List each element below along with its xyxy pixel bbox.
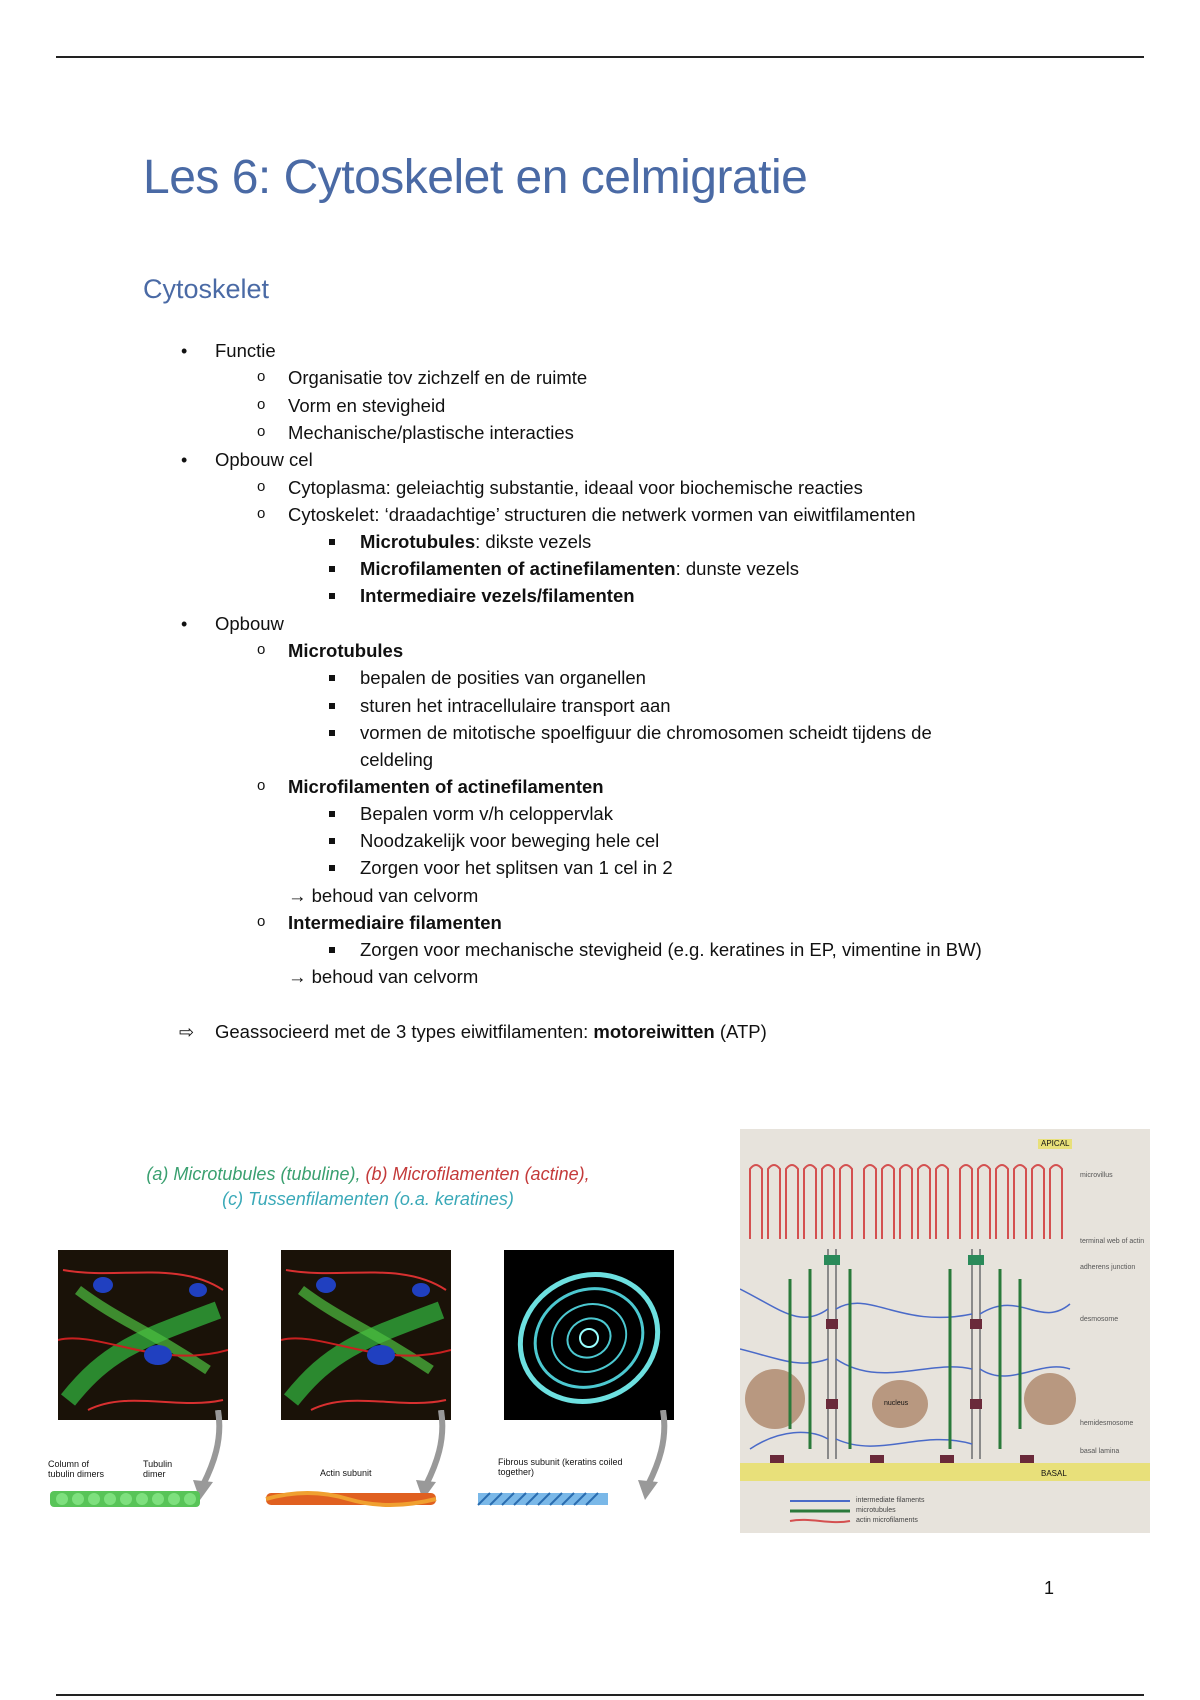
list-item: bepalen de posities van organellen [360, 667, 646, 688]
label-basal-lamina: basal lamina [1080, 1448, 1120, 1455]
filament-strips [48, 1485, 688, 1515]
bottom-rule [56, 1694, 1144, 1696]
actin-micrograph [281, 1250, 451, 1420]
figure-caption-line1: (a) Microtubules (tubuline), (b) Microfilamenten (actine), [146, 1164, 590, 1184]
label-dimer: Tubulin dimer [143, 1459, 173, 1479]
list-item-continuation: celdeling [360, 749, 434, 770]
label-column: Column of tubulin dimers [48, 1459, 105, 1479]
filament-types-figure [48, 1160, 688, 1520]
intermediate-filament-micrograph [504, 1250, 674, 1420]
figure-caption-line2: (c) Tussenfilamenten (o.a. keratines) [222, 1189, 514, 1209]
list-item: o Vorm en stevigheid [288, 395, 445, 417]
top-rule [56, 56, 1144, 58]
label-desmosome: desmosome [1080, 1316, 1119, 1323]
legend-actin: actin microfilaments [856, 1517, 918, 1524]
label-fibrous: Fibrous subunit (keratins coiled together) [498, 1457, 623, 1477]
label-microvillus: microvillus [1080, 1172, 1113, 1179]
epithelium-drawing [740, 1129, 1150, 1533]
outline-item-opbouw: • Opbouw [215, 613, 284, 635]
list-item: o Cytoplasma: geleiachtig substantie, ideaal voor biochemische reacties [288, 477, 863, 499]
legend-microtubules: microtubules [856, 1507, 896, 1514]
list-item: o Microfilamenten of actinefilamenten [288, 776, 604, 798]
list-item: Microfilamenten of actinefilamenten: dunste vezels [360, 558, 799, 579]
epithelial-cytoskeleton-diagram [740, 1129, 1150, 1533]
list-item: sturen het intracellulaire transport aan [360, 695, 671, 716]
list-item: vormen de mitotische spoelfiguur die chromosomen scheidt tijdens de [360, 722, 932, 743]
list-item: Zorgen voor het splitsen van 1 cel in 2 [360, 857, 673, 878]
list-item: o Mechanische/plastische interacties [288, 422, 574, 444]
arrow-note: → behoud van celvorm [288, 885, 479, 906]
label-adherens-junction: adherens junction [1080, 1264, 1136, 1271]
list-item: Intermediaire vezels/filamenten [360, 585, 635, 606]
page-number: 1 [1044, 1578, 1055, 1598]
label-terminal-web: terminal web of actin [1080, 1238, 1145, 1245]
list-item: Zorgen voor mechanische stevigheid (e.g. keratines in EP, vimentine in BW) [360, 939, 982, 960]
page-title: Les 6: Cytoskelet en celmigratie [143, 151, 808, 204]
list-item: o Cytoskelet: ‘draadachtige’ structuren die netwerk vormen van eiwitfilamenten [288, 504, 916, 526]
label-actin: Actin subunit [320, 1468, 372, 1478]
list-item: o Microtubules [288, 640, 403, 662]
label-apical: APICAL [1038, 1139, 1072, 1149]
microtubule-micrograph [58, 1250, 228, 1420]
conclusion-line: ⇨ Geassocieerd met de 3 types eiwitfilamenten: motoreiwitten (ATP) [215, 1021, 767, 1043]
legend-intermediate: intermediate filaments [856, 1497, 925, 1504]
list-item: Bepalen vorm v/h celoppervlak [360, 803, 613, 824]
label-nucleus: nucleus [884, 1400, 909, 1407]
outline-item-opbouw-cel: • Opbouw cel [215, 449, 313, 471]
label-hemidesmosome: hemidesmosome [1080, 1420, 1134, 1427]
label-basal: BASAL [1038, 1469, 1070, 1479]
list-item: o Intermediaire filamenten [288, 912, 502, 934]
list-item: Microtubules: dikste vezels [360, 531, 592, 552]
arrow-note: → behoud van celvorm [288, 966, 479, 987]
list-item: o Organisatie tov zichzelf en de ruimte [288, 367, 587, 389]
section-heading: Cytoskelet [143, 274, 270, 304]
list-item: Noodzakelijk voor beweging hele cel [360, 830, 660, 851]
outline-item-functie: • Functie [215, 340, 276, 362]
